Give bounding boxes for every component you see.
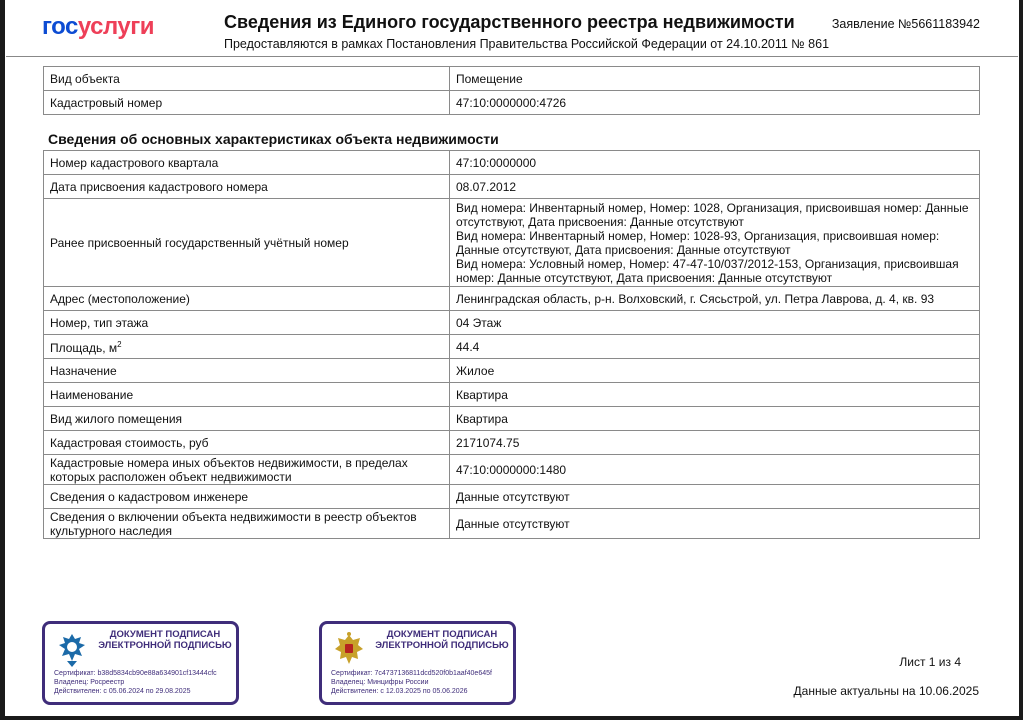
section-title: Сведения об основных характеристиках объекта недвижимости	[48, 131, 499, 147]
table-row	[44, 431, 980, 455]
row-value: Жилое	[450, 359, 980, 383]
row-value: Квартира	[450, 383, 980, 407]
row-value: 47:10:0000000:1480	[450, 455, 980, 485]
table-row	[44, 359, 980, 383]
row-label: Номер, тип этажа	[44, 311, 450, 335]
document-subtitle: Предоставляются в рамках Постановления Правительства Российской Федерации от 24.10.2011 № 861	[224, 37, 830, 51]
object-summary-table	[43, 66, 980, 115]
row-label: Вид жилого помещения	[44, 407, 450, 431]
stamp-owner: Владелец: Минцифры России	[331, 679, 429, 686]
previous-number-line: Вид номера: Инвентарный номер, Номер: 1028, Организация, присвоившая номер: Данные отсутствуют, Дата присвоения: Данные отсутствуют	[456, 200, 969, 229]
area-label-text: Площадь, м	[50, 341, 118, 355]
table-row	[44, 151, 980, 175]
previous-number-line: Вид номера: Инвентарный номер, Номер: 1028-93, Организация, присвоившая номер: Данные отсутствуют, Дата присвоения: Данные отсутствуют	[456, 228, 940, 257]
area-unit-superscript: 2	[117, 340, 122, 349]
row-value: Помещение	[450, 67, 980, 91]
stamp-title: ДОКУМЕНТ ПОДПИСАН ЭЛЕКТРОННОЙ ПОДПИСЬЮ	[98, 629, 232, 651]
frame-bottom-border	[0, 716, 1023, 720]
row-value: 04 Этаж	[450, 311, 980, 335]
row-label: Кадастровый номер	[44, 91, 450, 115]
stamp-certificate: Сертификат: b38d5834cb90e88a634901cf13444cfc	[54, 670, 217, 677]
document-title: Сведения из Единого государственного реестра недвижимости	[224, 12, 795, 32]
row-label: Адрес (местоположение)	[44, 287, 450, 311]
previous-number-line: Вид номера: Условный номер, Номер: 47-47-10/037/2012-153, Организация, присвоившая номер: Данные отсутствуют, Дата присвоения: Данные отсутствуют	[456, 256, 959, 285]
row-label: Сведения о кадастровом инженере	[44, 485, 450, 509]
table-row	[44, 67, 980, 91]
coat-of-arms-icon	[332, 631, 366, 669]
frame-left-border	[0, 0, 5, 720]
signature-stamp-mintsifry	[319, 621, 516, 705]
signature-stamp-rosreestr	[42, 621, 239, 705]
row-label: Дата присвоения кадастрового номера	[44, 175, 450, 199]
characteristics-table	[43, 150, 980, 539]
table-row	[44, 509, 980, 539]
row-value: Данные отсутствуют	[450, 485, 980, 509]
row-value: Ленинградская область, р-н. Волховский, г. Сясьстрой, ул. Петра Лаврова, д. 4, кв. 93	[450, 287, 980, 311]
rosreestr-emblem-icon	[55, 631, 89, 669]
application-number: Заявление №5661183942	[831, 17, 980, 31]
row-label: Наименование	[44, 383, 450, 407]
row-value: 47:10:0000000	[450, 151, 980, 175]
page-counter: Лист 1 из 4	[899, 655, 961, 669]
logo-part-1: гос	[42, 13, 78, 40]
row-label: Кадастровые номера иных объектов недвижимости, в пределах которых расположен объект недвижимости	[44, 455, 450, 485]
table-row	[44, 175, 980, 199]
table-row	[44, 485, 980, 509]
row-value: 08.07.2012	[450, 175, 980, 199]
row-label: Назначение	[44, 359, 450, 383]
row-value: 47:10:0000000:4726	[450, 91, 980, 115]
row-value: 2171074.75	[450, 431, 980, 455]
row-label-area	[44, 335, 450, 359]
data-actual-date: Данные актуальны на 10.06.2025	[793, 684, 979, 698]
row-label: Ранее присвоенный государственный учётный номер	[44, 199, 450, 287]
table-row	[44, 407, 980, 431]
table-row	[44, 199, 980, 287]
row-value: Квартира	[450, 407, 980, 431]
table-row	[44, 311, 980, 335]
stamp-validity: Действителен: с 12.03.2025 по 05.06.2026	[331, 688, 468, 695]
row-label: Вид объекта	[44, 67, 450, 91]
row-value-multiline	[450, 199, 980, 287]
table-row	[44, 335, 980, 359]
row-value: Данные отсутствуют	[450, 509, 980, 539]
row-label: Кадастровая стоимость, руб	[44, 431, 450, 455]
table-row	[44, 455, 980, 485]
row-label: Сведения о включении объекта недвижимости в реестр объектов культурного наследия	[44, 509, 450, 539]
logo-part-2: услуги	[77, 13, 154, 40]
row-value: 44.4	[450, 335, 980, 359]
stamp-certificate: Сертификат: 7c4737136811dcd520f0b1aaf40e645f	[331, 670, 492, 677]
table-row	[44, 287, 980, 311]
stamp-title: ДОКУМЕНТ ПОДПИСАН ЭЛЕКТРОННОЙ ПОДПИСЬЮ	[375, 629, 509, 651]
header-divider	[6, 56, 1018, 57]
row-label: Номер кадастрового квартала	[44, 151, 450, 175]
table-row	[44, 383, 980, 407]
stamp-owner: Владелец: Росреестр	[54, 679, 125, 686]
gosuslugi-logo	[42, 13, 154, 41]
table-row	[44, 91, 980, 115]
stamp-validity: Действителен: с 05.06.2024 по 29.08.2025	[54, 688, 191, 695]
frame-right-border	[1019, 0, 1023, 720]
